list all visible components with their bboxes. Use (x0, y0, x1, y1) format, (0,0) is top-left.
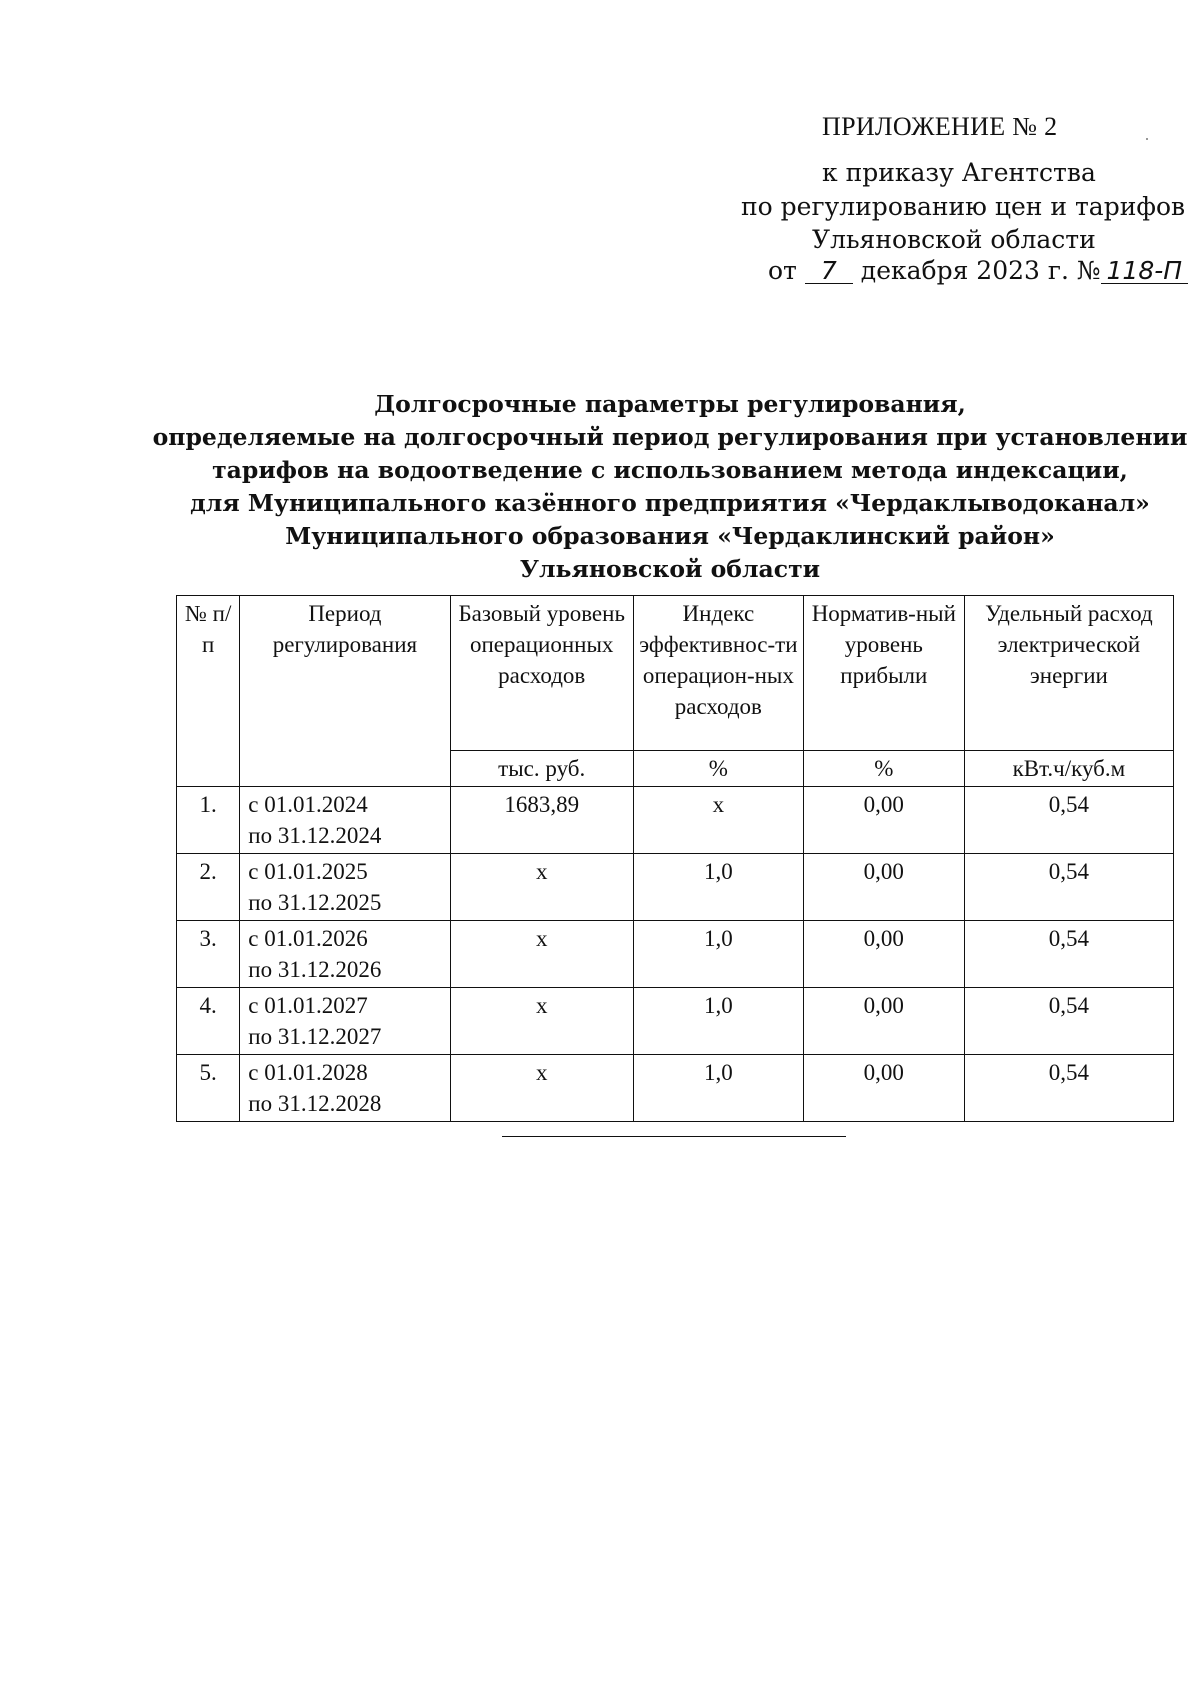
period-to: по 31.12.2026 (248, 957, 382, 982)
row-index: 1,0 (633, 988, 803, 1055)
period-to: по 31.12.2024 (248, 823, 382, 848)
row-period (240, 921, 450, 988)
header-efficiency-index: Индекс эффективнос-ти операцион-ных расходов (633, 596, 803, 751)
title-line: Муниципального образования «Чердаклинский район» (285, 522, 1055, 550)
row-period (240, 854, 450, 921)
table-row (177, 787, 1174, 854)
handwritten-day: 7 (805, 259, 853, 284)
row-base: х (450, 854, 633, 921)
row-base: х (450, 988, 633, 1055)
title-line: для Муниципального казённого предприятия «Чердаклыводоканал» (190, 489, 1150, 517)
title-line: Долгосрочные параметры регулирования, (374, 390, 966, 418)
unit-profit: % (803, 751, 964, 787)
order-reference-line-2: по регулированию цен и тарифов (741, 192, 1186, 221)
document-title (140, 388, 1200, 586)
row-num: 3. (177, 921, 240, 988)
period-from: с 01.01.2027 (248, 993, 368, 1018)
row-energy: 0,54 (964, 854, 1173, 921)
end-divider-line (502, 1136, 846, 1137)
header-num: № п/п (177, 596, 240, 787)
row-num: 5. (177, 1055, 240, 1122)
period-from: с 01.01.2026 (248, 926, 368, 951)
row-base: х (450, 1055, 633, 1122)
row-index: 1,0 (633, 921, 803, 988)
date-rest: декабря 2023 г. № (860, 256, 1101, 285)
row-profit: 0,00 (803, 1055, 964, 1122)
row-period (240, 988, 450, 1055)
period-from: с 01.01.2028 (248, 1060, 368, 1085)
title-line: определяемые на долгосрочный период регулирования при установлении (152, 423, 1188, 451)
header-base-opex: Базовый уровень операционных расходов (450, 596, 633, 751)
order-reference-line-1: к приказу Агентства (822, 158, 1096, 187)
period-to: по 31.12.2027 (248, 1024, 382, 1049)
row-index: 1,0 (633, 854, 803, 921)
header-period: Период регулирования (240, 596, 450, 787)
unit-energy: кВт.ч/куб.м (964, 751, 1173, 787)
row-num: 1. (177, 787, 240, 854)
row-energy: 0,54 (964, 1055, 1173, 1122)
period-from: с 01.01.2025 (248, 859, 368, 884)
parameters-table (176, 595, 1174, 1122)
date-prefix: от (768, 256, 797, 285)
table-row (177, 988, 1174, 1055)
row-index: х (633, 787, 803, 854)
table-row (177, 921, 1174, 988)
row-base: х (450, 921, 633, 988)
row-index: 1,0 (633, 1055, 803, 1122)
title-line: тарифов на водоотведение с использованием метода индексации, (212, 456, 1128, 484)
row-profit: 0,00 (803, 787, 964, 854)
unit-index: % (633, 751, 803, 787)
table-row (177, 1055, 1174, 1122)
order-date-line (768, 256, 1188, 285)
row-profit: 0,00 (803, 988, 964, 1055)
order-reference-line-3: Ульяновской области (812, 225, 1096, 254)
handwritten-order-number: 118-П (1101, 259, 1189, 284)
row-period (240, 1055, 450, 1122)
period-from: с 01.01.2024 (248, 792, 368, 817)
scan-speck (1146, 138, 1148, 140)
row-profit: 0,00 (803, 921, 964, 988)
row-period (240, 787, 450, 854)
appendix-title: ПРИЛОЖЕНИЕ № 2 (822, 112, 1058, 141)
row-energy: 0,54 (964, 787, 1173, 854)
row-num: 4. (177, 988, 240, 1055)
title-line: Ульяновской области (519, 555, 821, 583)
header-energy-consumption: Удельный расход электрической энергии (964, 596, 1173, 751)
row-energy: 0,54 (964, 988, 1173, 1055)
row-num: 2. (177, 854, 240, 921)
unit-base: тыс. руб. (450, 751, 633, 787)
table-header-row (177, 596, 1174, 751)
row-profit: 0,00 (803, 854, 964, 921)
row-energy: 0,54 (964, 921, 1173, 988)
table-row (177, 854, 1174, 921)
header-profit-level: Норматив-ный уровень прибыли (803, 596, 964, 751)
period-to: по 31.12.2028 (248, 1091, 382, 1116)
row-base: 1683,89 (450, 787, 633, 854)
period-to: по 31.12.2025 (248, 890, 382, 915)
